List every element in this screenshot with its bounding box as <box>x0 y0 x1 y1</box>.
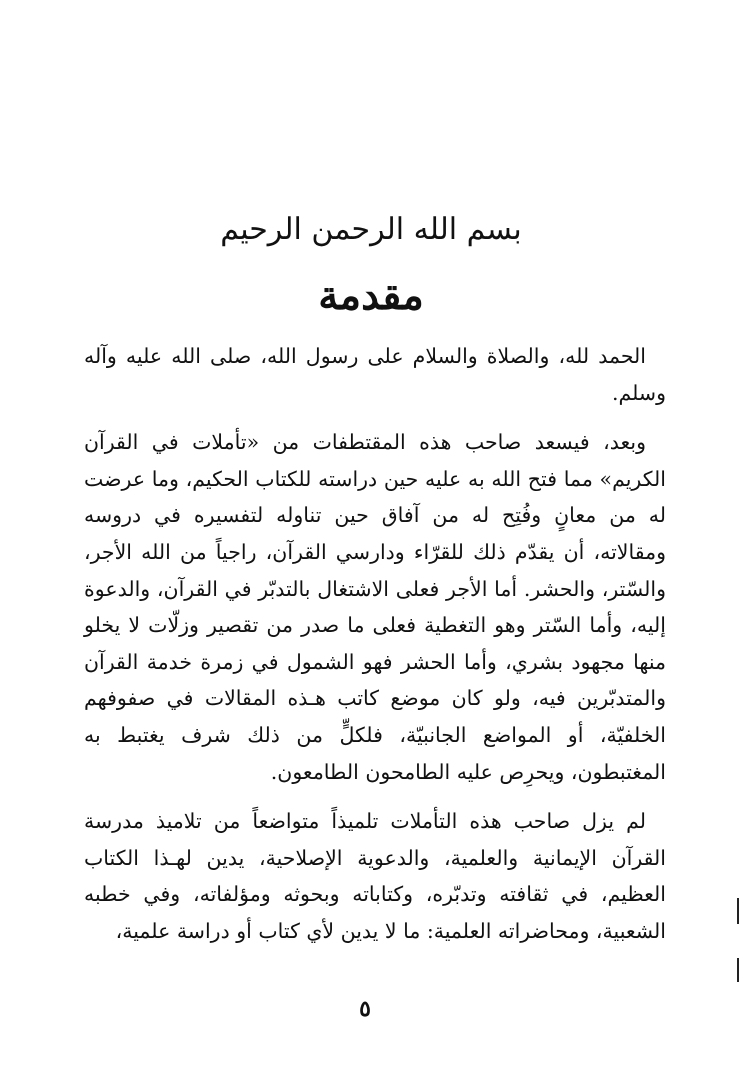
page-number: ٥ <box>359 996 371 1022</box>
body-text <box>84 338 666 950</box>
scan-edge-mark <box>737 958 739 982</box>
scan-edge-mark <box>737 898 739 924</box>
page-title: مقدمة <box>318 272 424 319</box>
paragraph-opening: الحمد لله، والصلاة والسلام على رسول الله، صلى الله عليه وآله وسلم. <box>84 344 666 405</box>
paragraph-author: لم يزل صاحب هذه التأملات تلميذاً متواضعاً من تلاميذ مدرسة القرآن الإيمانية والعلمية، والدعوية الإصلاحية، يدين لهـذا الكتاب العظيم، في ثقافته وتدبّره، وكتاباته وبحوثه ومؤلفاته، وفي خطبه الشعبية، ومحاضراته العلمية: ما لا يدين لأي كتاب أو دراسة علمية، <box>84 809 666 943</box>
paragraph-intro: وبعد، فيسعد صاحب هذه المقتطفات من «تأملات في القرآن الكريم» مما فتح الله به عليه حين دراسته للكتاب الحكيم، وما عرضت له من معانٍ وفُتِح له من آفاق حين تناوله لتفسيره في دروسه ومقالاته، أن يقدّم ذلك للقرّاء ودارسي القرآن، راجياً من الله الأجر، والسّتر، والحشر. أما الأجر فعلى الاشتغال بالتدبّر في القرآن، والدعوة إليه، وأما السّتر وهو التغطية فعلى ما صدر من تقصير وزلّات لا يخلو منها مجهود بشري، وأما الحشر فهو الشمول في زمرة خدمة القرآن والمتدبّرين فيه، ولو كان موضع كاتب هـذه المقالات في صفوفهم الخلفيّة، أو المواضع الجانبيّة، فلكلٍّ من ذلك شرف يغتبط به المغتبطون، ويحرِص عليه الطامحون الطامعون. <box>84 430 666 784</box>
basmala-heading: بسم الله الرحمن الرحيم <box>220 212 522 247</box>
